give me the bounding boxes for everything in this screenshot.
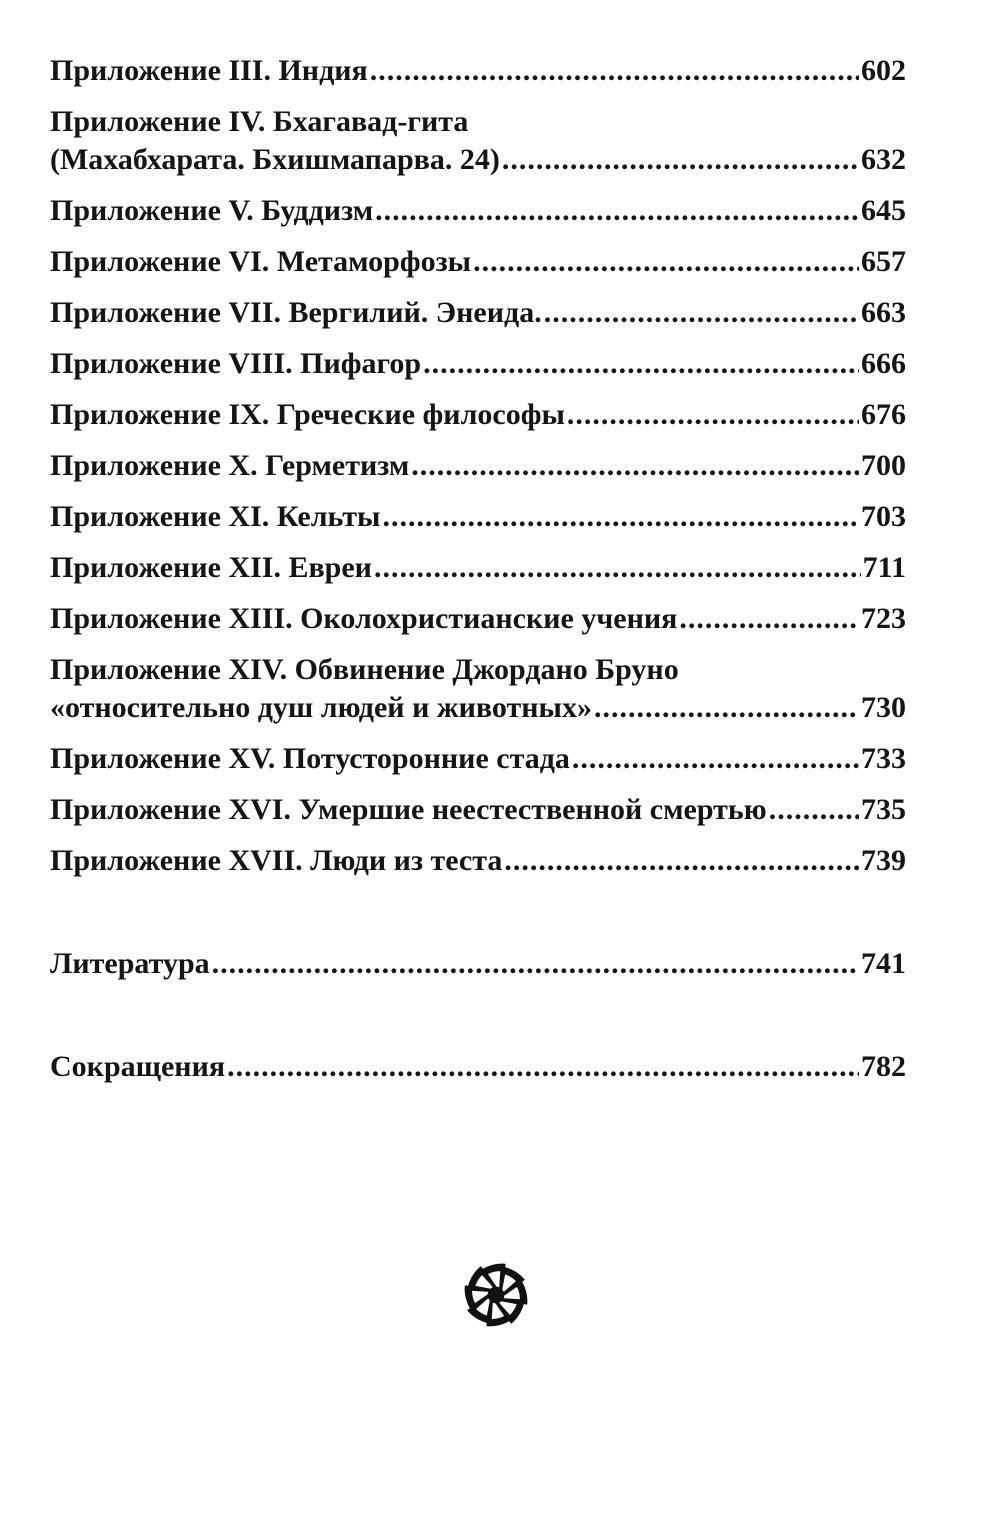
dot-leader — [504, 842, 859, 880]
toc-page-number: 739 — [861, 844, 906, 877]
toc-entry-title-continued: «относительно душ людей и животных» — [50, 691, 592, 724]
toc-page-number: 741 — [861, 947, 906, 980]
kolovrat-icon — [458, 1257, 534, 1333]
dot-leader — [382, 498, 859, 536]
toc-entry-appendix-16[interactable] — [50, 791, 906, 829]
toc-entry-title: Приложение XI. Кельты — [50, 500, 381, 533]
toc-entry-appendix-15[interactable] — [50, 740, 906, 778]
toc-page-number: 711 — [862, 551, 906, 584]
toc-entry-appendix-10[interactable] — [50, 447, 906, 485]
toc-entry-appendix-3[interactable] — [50, 52, 906, 90]
toc-entry-title: Сокращения — [50, 1050, 226, 1083]
toc-entry-line — [50, 345, 906, 383]
dot-leader — [370, 52, 859, 90]
toc-entry-title: Приложение VII. Вергилий. Энеида. — [50, 296, 542, 329]
toc-entry-title: Приложение VIII. Пифагор — [50, 347, 422, 380]
toc-entry-line — [50, 294, 906, 332]
dot-leader — [679, 600, 859, 638]
toc-entry-title: Приложение XVII. Люди из теста — [50, 844, 503, 877]
toc-page-number: 663 — [861, 296, 906, 329]
toc-page-number: 730 — [861, 691, 906, 724]
toc-page-number: 657 — [861, 245, 906, 278]
toc-entry-line — [50, 842, 906, 880]
toc-entry-appendix-5[interactable] — [50, 192, 906, 230]
table-of-contents — [50, 52, 906, 1099]
toc-entry-title: Приложение V. Буддизм — [50, 194, 374, 227]
toc-entry-line — [50, 498, 906, 536]
toc-entry-line — [50, 600, 906, 638]
toc-entry-title: Литература — [50, 947, 210, 980]
section-spacer — [50, 996, 906, 1048]
toc-entry-title: Приложение XVI. Умершие неестественной смертью — [50, 793, 767, 826]
toc-page-number: 782 — [861, 1050, 906, 1083]
dot-leader — [473, 243, 859, 281]
dot-leader — [423, 345, 859, 383]
dot-leader — [411, 447, 859, 485]
toc-page-number: 700 — [861, 449, 906, 482]
dot-leader — [502, 141, 859, 179]
dot-leader — [769, 791, 859, 829]
toc-entry-line — [50, 1048, 906, 1086]
toc-entry-appendix-7[interactable] — [50, 294, 906, 332]
toc-page-number: 703 — [861, 500, 906, 533]
toc-entry-line — [50, 52, 906, 90]
toc-entry-appendix-8[interactable] — [50, 345, 906, 383]
toc-entry-title: Приложение XV. Потусторонние стада — [50, 742, 570, 775]
toc-entry-title-continued: (Махабхарата. Бхишмапарва. 24) — [50, 143, 500, 176]
toc-entry-appendix-9[interactable] — [50, 396, 906, 434]
toc-page-number: 735 — [861, 793, 906, 826]
toc-page-number: 733 — [861, 742, 906, 775]
toc-entry-appendix-14[interactable] — [50, 651, 906, 727]
dot-leader — [212, 945, 859, 983]
toc-entry-line — [50, 791, 906, 829]
toc-page-number: 676 — [861, 398, 906, 431]
section-spacer — [50, 893, 906, 945]
dot-leader — [594, 689, 859, 727]
toc-entry-line — [50, 689, 906, 727]
toc-entry-abbreviations[interactable] — [50, 1048, 906, 1086]
toc-page-number: 666 — [861, 347, 906, 380]
toc-entry-line — [50, 192, 906, 230]
toc-entry-line — [50, 549, 906, 587]
toc-entry-title: Приложение III. Индия — [50, 54, 368, 87]
toc-entry-appendix-11[interactable] — [50, 498, 906, 536]
toc-entry-title: Приложение X. Герметизм — [50, 449, 410, 482]
toc-entry-appendix-12[interactable] — [50, 549, 906, 587]
dot-leader — [567, 396, 859, 434]
dot-leader — [544, 294, 859, 332]
toc-entry-appendix-6[interactable] — [50, 243, 906, 281]
toc-page-number: 602 — [861, 54, 906, 87]
toc-page-number: 723 — [861, 602, 906, 635]
toc-entry-title: Приложение VI. Метаморфозы — [50, 245, 472, 278]
toc-entry-appendix-17[interactable] — [50, 842, 906, 880]
toc-entry-line — [50, 141, 906, 179]
toc-entry-line — [50, 243, 906, 281]
dot-leader — [227, 1048, 859, 1086]
toc-entry-title: Приложение XIV. Обвинение Джордано Бруно — [50, 653, 679, 686]
toc-entry-line — [50, 447, 906, 485]
toc-entry-appendix-4[interactable] — [50, 103, 906, 179]
toc-page-number: 632 — [861, 143, 906, 176]
dot-leader — [374, 549, 861, 587]
toc-entry-line — [50, 396, 906, 434]
dot-leader — [572, 740, 859, 778]
dot-leader — [375, 192, 859, 230]
toc-entry-line — [50, 945, 906, 983]
toc-entry-title: Приложение IX. Греческие философы — [50, 398, 565, 431]
toc-entry-appendix-13[interactable] — [50, 600, 906, 638]
toc-entry-title: Приложение XIII. Околохристианские учения — [50, 602, 678, 635]
toc-entry-line — [50, 740, 906, 778]
toc-page-number: 645 — [861, 194, 906, 227]
toc-entry-title: Приложение IV. Бхагавад-гита — [50, 105, 469, 138]
toc-entry-literature[interactable] — [50, 945, 906, 983]
toc-entry-title: Приложение XII. Евреи — [50, 551, 372, 584]
